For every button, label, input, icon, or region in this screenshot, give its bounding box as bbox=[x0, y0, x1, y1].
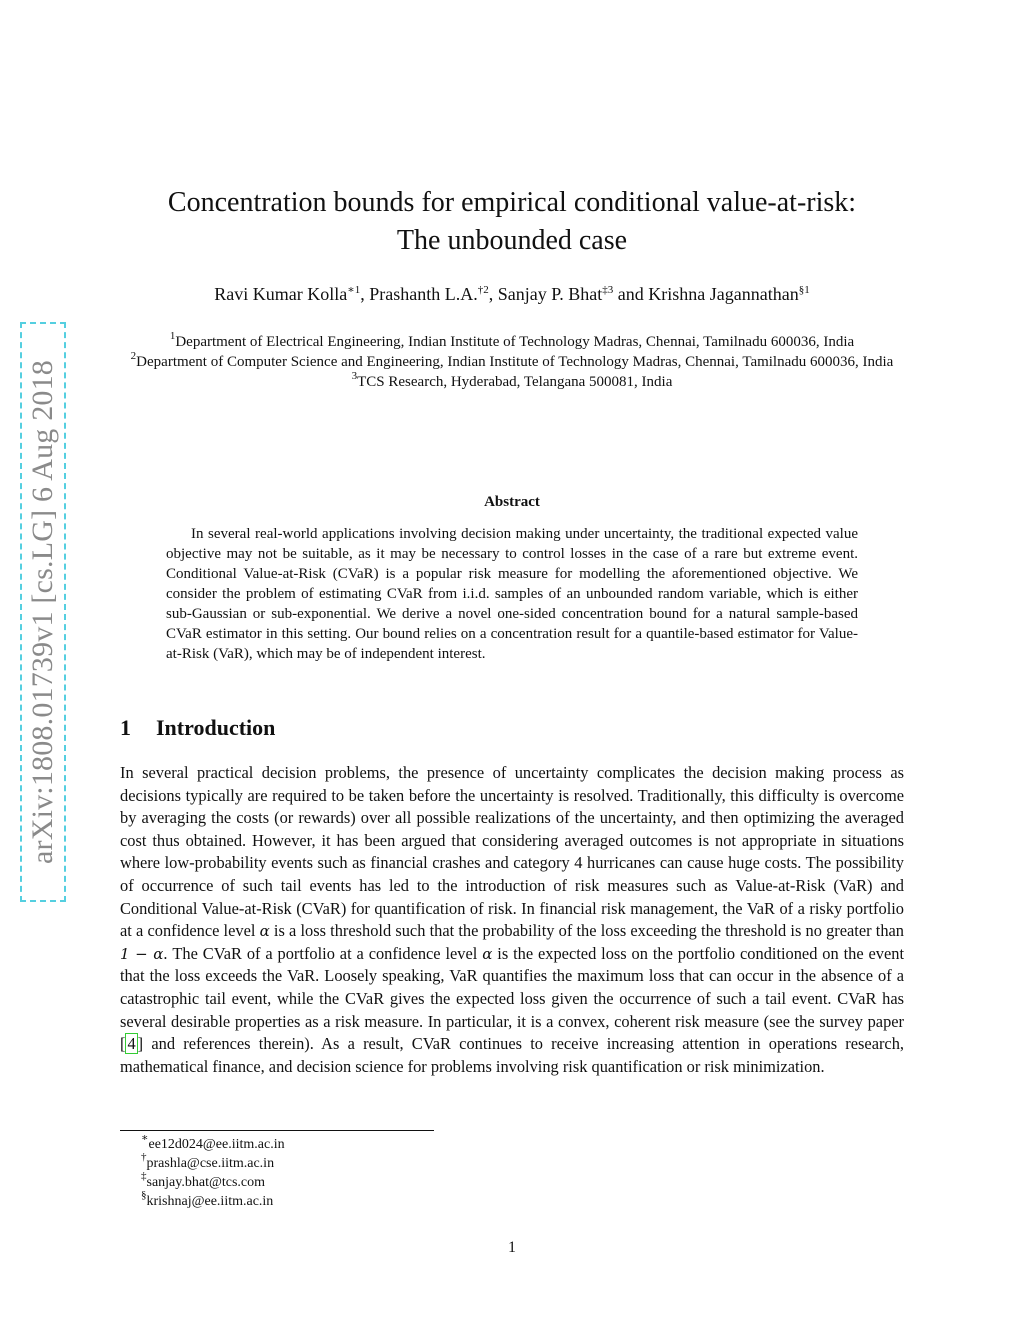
footnote-email: ee12d024@ee.iitm.ac.in bbox=[148, 1137, 285, 1152]
author-separator: and bbox=[613, 284, 649, 304]
affiliation-text: Department of Computer Science and Engineering, Indian Institute of Technology Madras, Chennai, Tamilnadu 600036, India bbox=[136, 354, 894, 370]
intro-text: is the expected loss on the portfolio conditioned on the event that the loss exceeds the VaR. Loosely speaking, VaR quantifies the maximum loss that can occur in the absence of a catastrophic tail event, while the CVaR gives the expected loss given the occurrence of such a tail event. CVaR has several desirable properties as a risk measure. In particular, it is a convex, coherent risk measure (see the survey paper [ bbox=[120, 943, 905, 1054]
one-minus-alpha: 1 − α bbox=[120, 944, 164, 963]
section-heading bbox=[120, 715, 275, 741]
author-mark: ∗1 bbox=[347, 284, 361, 296]
footnote bbox=[141, 1132, 285, 1154]
citation-link[interactable]: 4 bbox=[127, 1034, 136, 1054]
affiliation bbox=[120, 372, 904, 392]
footnote-email: prashla@cse.iitm.ac.in bbox=[146, 1156, 275, 1171]
alpha-symbol: α bbox=[482, 944, 493, 963]
paper-title bbox=[120, 184, 904, 260]
intro-text: is a loss threshold such that the probability of the loss exceeding the threshold is no greater than bbox=[269, 921, 904, 941]
intro-text: In several practical decision problems, the presence of uncertainty complicates the decision making process as decisions typically are required to be taken before the uncertainty is resolved. Traditionally, this difficulty is overcome by averaging the costs (or rewards) over all possible realizations of the uncertainty, and then optimizing the averaged cost thus obtained. However, it has been argued that considering averaged outcomes is not appropriate in situations where low-probability events such as financial crashes and category 4 hurricanes can cause huge costs. The possibility of occurrence of such tail events has led to the introduction of risk measures such as Value-at-Risk (VaR) and Conditional Value-at-Risk (CVaR) for quantification of risk. In financial risk management, the VaR of a risky portfolio at a confidence level bbox=[120, 763, 904, 941]
footnote-divider bbox=[120, 1130, 434, 1131]
page-number: 1 bbox=[508, 1239, 516, 1256]
author-name: Prashanth L.A. bbox=[369, 284, 478, 304]
author-mark: §1 bbox=[798, 284, 810, 296]
affiliation-text: TCS Research, Hyderabad, Telangana 500081, India bbox=[357, 374, 673, 390]
intro-text: . The CVaR of a portfolio at a confidence level bbox=[163, 943, 483, 963]
abstract-heading: Abstract bbox=[484, 494, 540, 510]
footnote-mark: † bbox=[141, 1151, 147, 1163]
author-list bbox=[120, 281, 904, 307]
introduction-paragraph bbox=[120, 762, 904, 1078]
title-line-2: The unbounded case bbox=[396, 225, 628, 256]
affiliation bbox=[120, 352, 904, 372]
author-name: Krishna Jagannathan bbox=[648, 284, 799, 304]
footnote-email: sanjay.bhat@tcs.com bbox=[146, 1175, 266, 1190]
affiliation-mark: 3 bbox=[351, 370, 358, 382]
alpha-symbol: α bbox=[259, 922, 270, 941]
affiliation-mark: 1 bbox=[169, 330, 176, 342]
affiliation-mark: 2 bbox=[130, 350, 137, 362]
author-mark: ‡3 bbox=[602, 284, 614, 296]
affiliation-text: Department of Electrical Engineering, Indian Institute of Technology Madras, Chennai, Tamilnadu 600036, India bbox=[175, 334, 855, 350]
author-name: Sanjay P. Bhat bbox=[497, 284, 603, 304]
footnote bbox=[141, 1151, 285, 1173]
affiliation bbox=[120, 332, 904, 352]
footnote-mark: § bbox=[141, 1189, 147, 1201]
section-number: 1 bbox=[120, 715, 131, 740]
author-separator: , bbox=[488, 284, 498, 304]
footnote-mark: ∗ bbox=[141, 1132, 149, 1144]
footnote-mark: ‡ bbox=[141, 1170, 147, 1182]
footnote bbox=[141, 1189, 285, 1211]
author-separator: , bbox=[360, 284, 370, 304]
section-title: Introduction bbox=[156, 715, 276, 740]
footnote bbox=[141, 1170, 285, 1192]
footnote-email: krishnaj@ee.iitm.ac.in bbox=[146, 1194, 274, 1209]
author-mark: †2 bbox=[477, 284, 489, 296]
title-line-1: Concentration bounds for empirical conditional value-at-risk: bbox=[167, 187, 857, 218]
arxiv-identifier-stamp[interactable] bbox=[20, 322, 66, 902]
intro-text: ] and references therein). As a result, CVaR continues to receive increasing attention in operations research, mathematical finance, and decision science for problems involving risk quantification or risk minimization. bbox=[120, 1034, 904, 1076]
author-name: Ravi Kumar Kolla bbox=[214, 284, 348, 304]
arxiv-identifier: arXiv:1808.01739v1 [cs.LG] 6 Aug 2018 bbox=[26, 359, 59, 865]
abstract-body: In several real-world applications involving decision making under uncertainty, the traditional expected value objective may not be suitable, as it may be necessary to control losses in the case of a rare but extreme event. Conditional Value-at-Risk (CVaR) is a popular risk measure for modelling the aforementioned objective. We consider the problem of estimating CVaR from i.i.d. samples of an unbounded random variable, which is either sub-Gaussian or sub-exponential. We derive a novel one-sided concentration bound for a natural sample-based CVaR estimator in this setting. Our bound relies on a concentration result for a quantile-based estimator for Value-at-Risk (VaR), which may be of independent interest. bbox=[166, 526, 858, 662]
footnotes bbox=[141, 1132, 285, 1211]
affiliations bbox=[120, 332, 904, 392]
